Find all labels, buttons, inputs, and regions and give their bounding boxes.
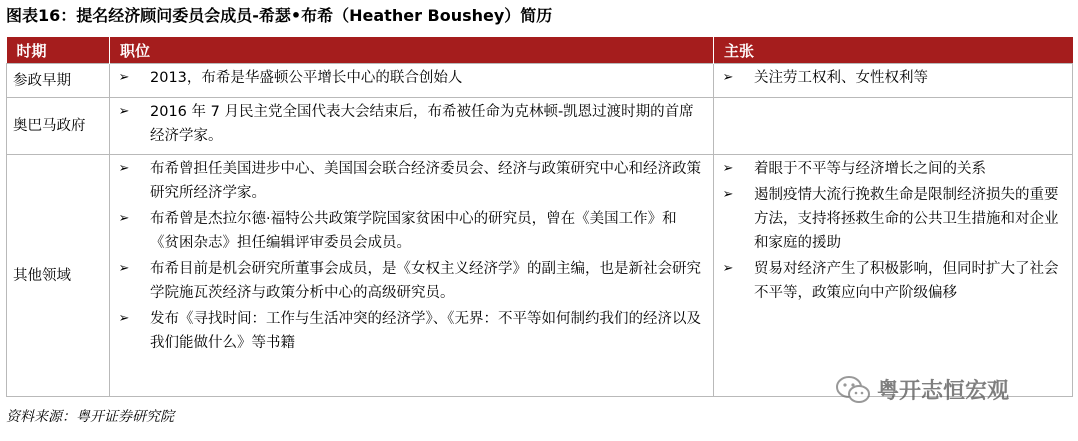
list-item bbox=[110, 100, 713, 148]
table-row bbox=[7, 155, 1073, 397]
arrow-bullet-icon: ➢ bbox=[118, 70, 130, 85]
arrow-bullet-icon: ➢ bbox=[118, 311, 130, 326]
position-text: 布希曾是杰拉尔德·福特公共政策学院国家贫困中心的研究员，曾在《美国工作》和《贫困杂志》担任编辑评审委员会成员。 bbox=[150, 211, 677, 251]
source-note: 资料来源：粤开证券研究院 bbox=[6, 409, 174, 425]
list-item bbox=[110, 207, 713, 255]
arrow-bullet-icon: ➢ bbox=[722, 261, 734, 276]
watermark-text: 粤开志恒宏观 bbox=[877, 379, 1010, 404]
position-list bbox=[110, 64, 713, 90]
views-cell bbox=[714, 155, 1073, 397]
period-cell: 参政早期 bbox=[7, 64, 110, 98]
arrow-bullet-icon: ➢ bbox=[722, 187, 734, 202]
views-text: 关注劳工权利、女性权利等 bbox=[754, 70, 928, 86]
arrow-bullet-icon: ➢ bbox=[118, 104, 130, 119]
wechat-icon bbox=[835, 375, 871, 405]
header-views: 主张 bbox=[714, 37, 1073, 64]
header-period: 时期 bbox=[7, 37, 110, 64]
position-cell bbox=[110, 64, 714, 98]
arrow-bullet-icon: ➢ bbox=[118, 211, 130, 226]
position-list bbox=[110, 155, 713, 355]
list-item bbox=[110, 157, 713, 205]
arrow-bullet-icon: ➢ bbox=[118, 261, 130, 276]
position-text: 发布《寻找时间：工作与生活冲突的经济学》、《无界：不平等如何制约我们的经济以及我们能做什么》等书籍 bbox=[150, 311, 701, 351]
list-item bbox=[110, 257, 713, 305]
arrow-bullet-icon: ➢ bbox=[118, 161, 130, 176]
views-cell bbox=[714, 64, 1073, 98]
list-item bbox=[714, 183, 1072, 255]
position-text: 布希目前是机会研究所董事会成员，是《女权主义经济学》的副主编，也是新社会研究学院施瓦茨经济与政策分析中心的高级研究员。 bbox=[150, 261, 701, 301]
period-cell: 奥巴马政府 bbox=[7, 98, 110, 155]
arrow-bullet-icon: ➢ bbox=[722, 70, 734, 85]
views-text: 贸易对经济产生了积极影响，但同时扩大了社会不平等，政策应向中产阶级偏移 bbox=[754, 261, 1059, 301]
views-cell bbox=[714, 98, 1073, 155]
position-text: 布希曾担任美国进步中心、美国国会联合经济委员会、经济与政策研究中心和经济政策研究所经济学家。 bbox=[150, 161, 701, 201]
views-list bbox=[714, 64, 1072, 90]
list-item bbox=[110, 66, 713, 90]
position-cell bbox=[110, 155, 714, 397]
views-list bbox=[714, 155, 1072, 305]
table-header-row bbox=[7, 37, 1073, 64]
period-cell: 其他领域 bbox=[7, 155, 110, 397]
list-item bbox=[714, 157, 1072, 181]
views-text: 遏制疫情大流行挽救生命是限制经济损失的重要方法，支持将拯救生命的公共卫生措施和对企业和家庭的援助 bbox=[754, 187, 1059, 251]
position-cell bbox=[110, 98, 714, 155]
resume-table bbox=[6, 37, 1073, 397]
table-row bbox=[7, 98, 1073, 155]
header-position: 职位 bbox=[110, 37, 714, 64]
list-item bbox=[714, 257, 1072, 305]
watermark bbox=[835, 374, 1009, 405]
views-text: 着眼于不平等与经济增长之间的关系 bbox=[754, 161, 986, 177]
position-text: 2016 年 7 月民主党全国代表大会结束后，布希被任命为克林顿-凯恩过渡时期的首席经济学家。 bbox=[150, 104, 694, 144]
arrow-bullet-icon: ➢ bbox=[722, 161, 734, 176]
table-row bbox=[7, 64, 1073, 98]
position-list bbox=[110, 98, 713, 148]
position-text: 2013，布希是华盛顿公平增长中心的联合创始人 bbox=[150, 70, 463, 86]
list-item bbox=[110, 307, 713, 355]
figure-title: 图表16：提名经济顾问委员会成员-希瑟•布希（Heather Boushey）简历 bbox=[6, 6, 553, 25]
list-item bbox=[714, 66, 1072, 90]
